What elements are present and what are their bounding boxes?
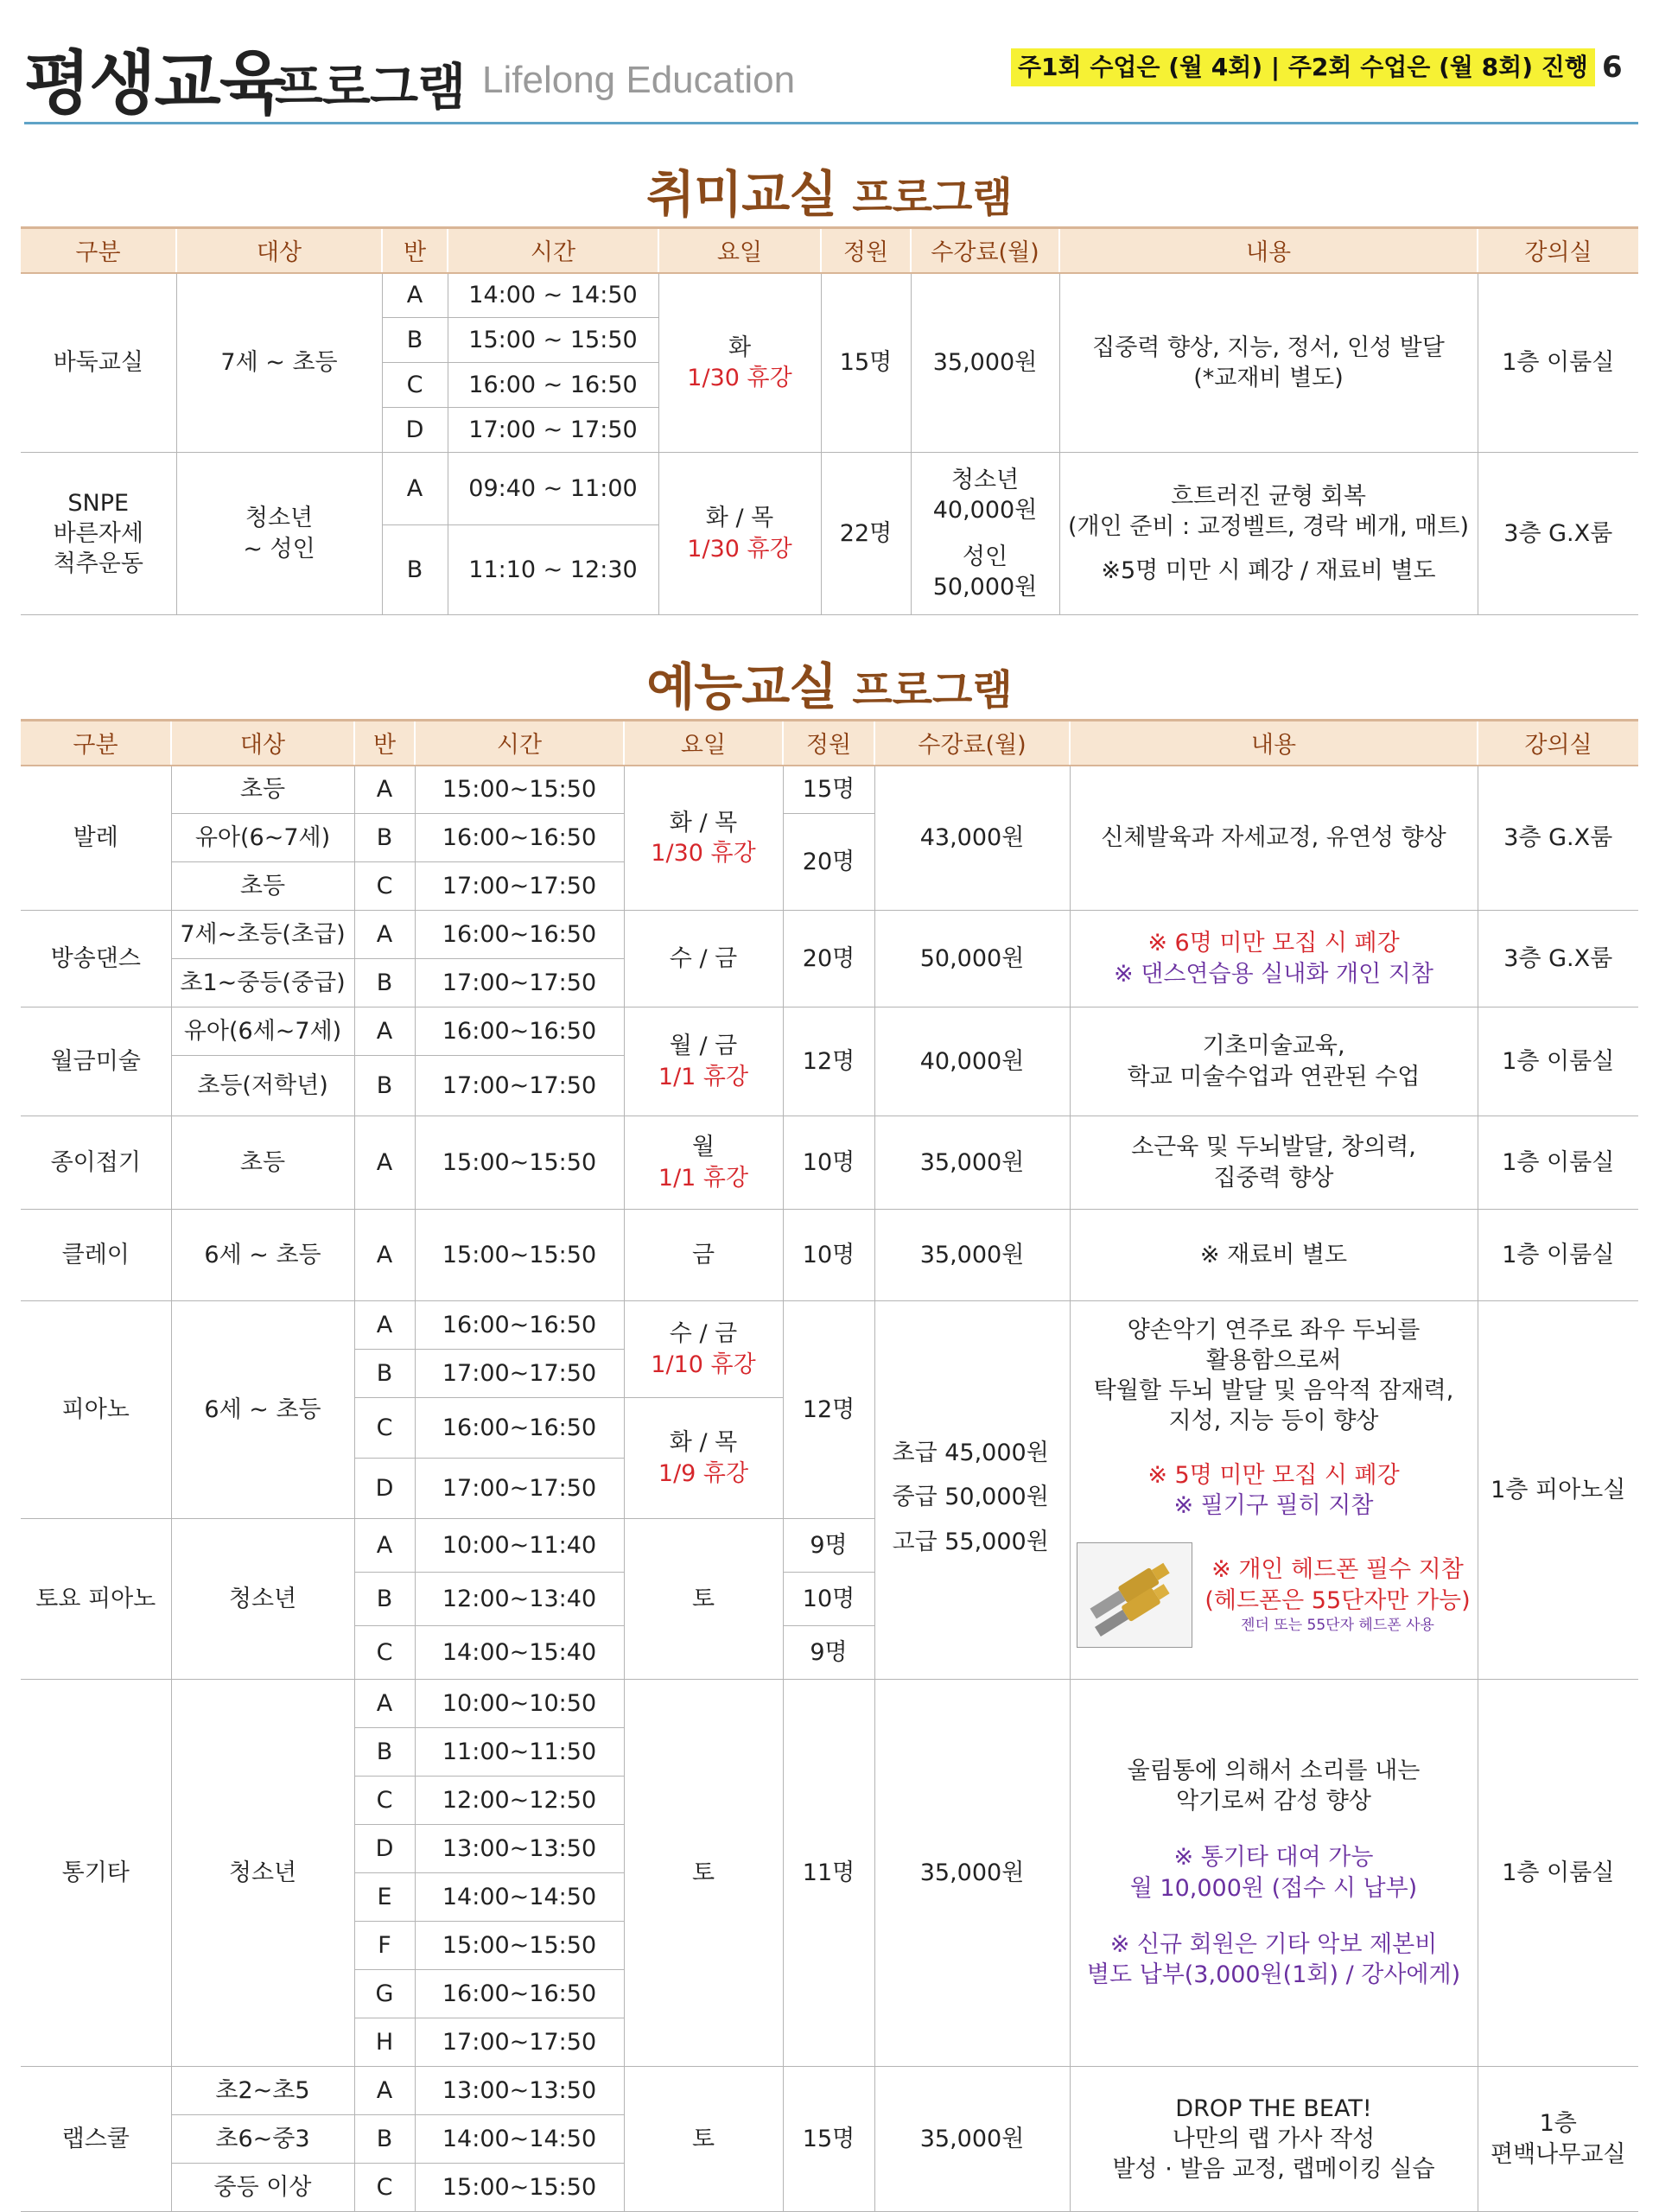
class-time: 11:10 ~ 12:30 — [448, 525, 658, 615]
program-target: 청소년 — [171, 1519, 354, 1680]
program-target: 6세 ~ 초등 — [171, 1301, 354, 1519]
class-time: 11:00~11:50 — [415, 1728, 624, 1777]
header-target: 대상 — [171, 721, 354, 766]
program-target: 7세 ~ 초등 — [176, 273, 382, 453]
class-time: 17:00~17:50 — [415, 1350, 624, 1398]
fee-beginner: 초급 45,000원 — [892, 1440, 1049, 1466]
program-fee: 40,000원 — [874, 1007, 1070, 1116]
program-fee: 청소년 40,000원 성인 50,000원 — [911, 453, 1059, 615]
program-content: 울림통에 의해서 소리를 내는 악기로써 감성 향상 ※ 통기타 대여 가능 월 10,000원 (접수 시 납부) ※ 신규 회원은 기타 악보 제본비 별도 납부(3,000원(1회) / 강사에게) — [1070, 1680, 1478, 2067]
program-name: 토요 피아노 — [21, 1519, 171, 1680]
program-day: 월 / 금 1/1 휴강 — [624, 1007, 783, 1116]
class-code: B — [354, 1728, 415, 1777]
program-name: 바둑교실 — [21, 273, 176, 453]
class-time: 17:00 ~ 17:50 — [448, 408, 658, 453]
class-code: D — [382, 408, 448, 453]
program-fee: 35,000원 — [874, 1210, 1070, 1301]
program-name: 발레 — [21, 766, 171, 911]
program-capacity: 12명 — [783, 1007, 874, 1116]
class-code: B — [354, 814, 415, 862]
class-code: G — [354, 1970, 415, 2018]
program-day: 월 1/1 휴강 — [624, 1116, 783, 1210]
header-fee: 수강료(월) — [874, 721, 1070, 766]
class-code: F — [354, 1922, 415, 1970]
class-code: C — [382, 363, 448, 408]
arts-section-title: 예능교실 프로그램 — [646, 658, 1013, 716]
program-name: 클레이 — [21, 1210, 171, 1301]
holiday-note: 1/1 휴강 — [658, 1063, 749, 1090]
program-fee: 35,000원 — [874, 1680, 1070, 2067]
class-capacity: 15명 — [783, 766, 874, 814]
class-code: B — [354, 1056, 415, 1116]
class-capacity: 9명 — [783, 1519, 874, 1573]
header-target: 대상 — [176, 228, 382, 273]
header-category: 구분 — [21, 721, 171, 766]
class-code: B — [354, 1350, 415, 1398]
class-target: 7세~초등(초급) — [171, 911, 354, 959]
table-row — [21, 911, 1638, 959]
program-name: 방송댄스 — [21, 911, 171, 1007]
class-code: B — [354, 1573, 415, 1626]
class-target: 초1~중등(중급) — [171, 959, 354, 1007]
class-time: 15:00 ~ 15:50 — [448, 318, 658, 363]
program-day: 토 — [624, 1519, 783, 1680]
program-content: DROP THE BEAT! 나만의 랩 가사 작성 발성 · 발음 교정, 랩메이킹 실습 — [1070, 2067, 1478, 2212]
program-name: 통기타 — [21, 1680, 171, 2067]
class-target: 6세 ~ 초등 — [171, 1210, 354, 1301]
header-time: 시간 — [415, 721, 624, 766]
class-time: 16:00~16:50 — [415, 1398, 624, 1459]
header-category: 구분 — [21, 228, 176, 273]
program-room: 1층 이룸실 — [1478, 1007, 1638, 1116]
program-capacity: 12명 — [783, 1301, 874, 1519]
class-time: 15:00~15:50 — [415, 766, 624, 814]
class-target: 초6~중3 — [171, 2115, 354, 2164]
header-content: 내용 — [1070, 721, 1478, 766]
class-time: 12:00~12:50 — [415, 1777, 624, 1825]
class-time: 16:00~16:50 — [415, 1301, 624, 1350]
program-fee: 35,000원 — [911, 273, 1059, 453]
schedule-note: 주1회 수업은 (월 4회) | 주2회 수업은 (월 8회) 진행 — [1011, 48, 1595, 86]
header-day: 요일 — [624, 721, 783, 766]
table-row — [21, 1301, 1638, 1350]
program-room: 3층 G.X룸 — [1478, 453, 1638, 615]
class-code: C — [354, 1626, 415, 1680]
table-row — [21, 273, 1638, 318]
program-fee — [874, 1301, 1070, 1680]
hobby-header-row — [21, 228, 1638, 273]
program-capacity: 10명 — [783, 1210, 874, 1301]
table-row — [21, 2067, 1638, 2115]
class-target: 유아(6세~7세) — [171, 1007, 354, 1056]
header-fee: 수강료(월) — [911, 228, 1059, 273]
class-time: 16:00~16:50 — [415, 1007, 624, 1056]
program-day: 화 / 목 1/30 휴강 — [624, 766, 783, 911]
program-content: ※ 6명 미만 모집 시 폐강 ※ 댄스연습용 실내화 개인 지참 — [1070, 911, 1478, 1007]
program-content: 소근육 및 두뇌발달, 창의력, 집중력 향상 — [1070, 1116, 1478, 1210]
program-fee: 50,000원 — [874, 911, 1070, 1007]
table-row — [21, 1210, 1638, 1301]
holiday-note: 1/30 휴강 — [687, 364, 792, 391]
program-day: 수 / 금 1/10 휴강 — [624, 1301, 783, 1398]
class-code: A — [354, 911, 415, 959]
class-code: A — [354, 1519, 415, 1573]
class-time: 10:00~10:50 — [415, 1680, 624, 1728]
arts-header-row — [21, 721, 1638, 766]
page-header — [24, 22, 1638, 124]
class-time: 15:00~15:50 — [415, 2164, 624, 2212]
class-time: 17:00~17:50 — [415, 959, 624, 1007]
class-time: 13:00~13:50 — [415, 2067, 624, 2115]
class-code: A — [382, 453, 448, 525]
class-time: 14:00~14:50 — [415, 1873, 624, 1922]
class-code: C — [354, 2164, 415, 2212]
program-room: 1층 편백나무교실 — [1478, 2067, 1638, 2212]
class-time: 10:00~11:40 — [415, 1519, 624, 1573]
program-day: 화 / 목 1/30 휴강 — [658, 453, 821, 615]
class-code: D — [354, 1825, 415, 1873]
class-time: 14:00~15:40 — [415, 1626, 624, 1680]
arts-table — [21, 719, 1638, 2212]
hobby-table — [21, 226, 1638, 615]
program-capacity: 11명 — [783, 1680, 874, 2067]
class-target: 중등 이상 — [171, 2164, 354, 2212]
program-content: ※ 재료비 별도 — [1070, 1210, 1478, 1301]
class-time: 15:00~15:50 — [415, 1922, 624, 1970]
class-time: 17:00~17:50 — [415, 862, 624, 911]
program-name: 월금미술 — [21, 1007, 171, 1116]
class-capacity: 9명 — [783, 1626, 874, 1680]
class-target: 초등 — [171, 1116, 354, 1210]
header-day: 요일 — [658, 228, 821, 273]
page-title: 평생교육 — [24, 43, 285, 124]
program-fee: 35,000원 — [874, 1116, 1070, 1210]
header-capacity: 정원 — [783, 721, 874, 766]
class-time: 13:00~13:50 — [415, 1825, 624, 1873]
table-row — [21, 1680, 1638, 1728]
program-name: 종이접기 — [21, 1116, 171, 1210]
program-content: 신체발육과 자세교정, 유연성 향상 — [1070, 766, 1478, 911]
program-day: 금 — [624, 1210, 783, 1301]
class-time: 15:00~15:50 — [415, 1116, 624, 1210]
class-time: 12:00~13:40 — [415, 1573, 624, 1626]
program-fee: 35,000원 — [874, 2067, 1070, 2212]
class-code: A — [354, 1116, 415, 1210]
class-time: 15:00~15:50 — [415, 1210, 624, 1301]
table-row — [21, 1116, 1638, 1210]
class-time: 14:00~14:50 — [415, 2115, 624, 2164]
fee-intermediate: 중급 50,000원 — [892, 1484, 1049, 1511]
class-target: 초등(저학년) — [171, 1056, 354, 1116]
table-row — [21, 766, 1638, 814]
program-fee: 43,000원 — [874, 766, 1070, 911]
class-code: B — [382, 525, 448, 615]
program-room: 3층 G.X룸 — [1478, 911, 1638, 1007]
class-code: B — [354, 959, 415, 1007]
program-capacity: 22명 — [821, 453, 911, 615]
program-content: 집중력 향상, 지능, 정서, 인성 발달 (*교재비 별도) — [1059, 273, 1478, 453]
class-target: 유아(6~7세) — [171, 814, 354, 862]
table-row — [21, 1007, 1638, 1056]
program-room: 1층 이룸실 — [1478, 273, 1638, 453]
class-code: C — [354, 1398, 415, 1459]
program-day: 화 1/30 휴강 — [658, 273, 821, 453]
program-capacity: 20명 — [783, 911, 874, 1007]
headphone-adapter-image — [1077, 1542, 1192, 1648]
class-code: E — [354, 1873, 415, 1922]
program-room: 3층 G.X룸 — [1478, 766, 1638, 911]
page-english-title: Lifelong Education — [482, 59, 796, 101]
header-capacity: 정원 — [821, 228, 911, 273]
program-day: 토 — [624, 2067, 783, 2212]
header-time: 시간 — [448, 228, 658, 273]
header-class: 반 — [382, 228, 448, 273]
class-time: 17:00~17:50 — [415, 2018, 624, 2067]
class-time: 16:00 ~ 16:50 — [448, 363, 658, 408]
class-code: B — [382, 318, 448, 363]
program-content: 흐트러진 균형 회복 (개인 준비 : 교정벨트, 경락 베개, 매트) ※5명 미만 시 폐강 / 재료비 별도 — [1059, 453, 1478, 615]
program-content: 양손악기 연주로 좌우 두뇌를 활용함으로써 탁월할 두뇌 발달 및 음악적 잠재력, 지성, 지능 등이 향상 ※ 5명 미만 모집 시 폐강 ※ 필기구 필히 지참 ※ 개인 헤드폰 필수 지참 (헤드폰은 55단자만 가능) 젠더 또는 55단자 헤드폰 사용 — [1070, 1301, 1478, 1680]
class-time: 17:00~17:50 — [415, 1459, 624, 1519]
program-target: 청소년 ~ 성인 — [176, 453, 382, 615]
fee-advanced: 고급 55,000원 — [892, 1528, 1049, 1555]
holiday-note: 1/30 휴강 — [687, 535, 792, 563]
header-room: 강의실 — [1478, 228, 1638, 273]
class-code: C — [354, 1777, 415, 1825]
class-code: D — [354, 1459, 415, 1519]
class-target: 초등 — [171, 766, 354, 814]
holiday-note: 1/1 휴강 — [658, 1164, 749, 1192]
class-code: A — [354, 2067, 415, 2115]
class-time: 14:00 ~ 14:50 — [448, 273, 658, 318]
holiday-note: 1/10 휴강 — [651, 1351, 756, 1378]
class-time: 09:40 ~ 11:00 — [448, 453, 658, 525]
program-day: 토 — [624, 1680, 783, 2067]
program-target: 청소년 — [171, 1680, 354, 2067]
program-day: 수 / 금 — [624, 911, 783, 1007]
program-room: 1층 이룸실 — [1478, 1116, 1638, 1210]
class-code: A — [354, 1680, 415, 1728]
class-target: 초등 — [171, 862, 354, 911]
class-capacity: 10명 — [783, 1573, 874, 1626]
program-capacity: 15명 — [821, 273, 911, 453]
class-code: A — [354, 1301, 415, 1350]
program-day: 화 / 목 1/9 휴강 — [624, 1398, 783, 1519]
program-name: 피아노 — [21, 1301, 171, 1519]
program-capacity: 10명 — [783, 1116, 874, 1210]
program-room: 1층 피아노실 — [1478, 1301, 1638, 1680]
class-code: A — [354, 1007, 415, 1056]
class-code: C — [354, 862, 415, 911]
class-code: A — [354, 766, 415, 814]
class-time: 16:00~16:50 — [415, 814, 624, 862]
program-name: 랩스쿨 — [21, 2067, 171, 2212]
page-subtitle: 프로그램 — [275, 58, 466, 117]
program-name: SNPE 바른자세 척추운동 — [21, 453, 176, 615]
class-code: H — [354, 2018, 415, 2067]
program-content: 기초미술교육, 학교 미술수업과 연관된 수업 — [1070, 1007, 1478, 1116]
program-capacity: 15명 — [783, 2067, 874, 2212]
header-room: 강의실 — [1478, 721, 1638, 766]
class-time: 17:00~17:50 — [415, 1056, 624, 1116]
class-target: 초2~초5 — [171, 2067, 354, 2115]
header-class: 반 — [354, 721, 415, 766]
table-row — [21, 453, 1638, 525]
class-code: A — [354, 1210, 415, 1301]
holiday-note: 1/9 휴강 — [658, 1459, 749, 1487]
program-room: 1층 이룸실 — [1478, 1680, 1638, 2067]
class-time: 16:00~16:50 — [415, 1970, 624, 2018]
program-room: 1층 이룸실 — [1478, 1210, 1638, 1301]
class-time: 16:00~16:50 — [415, 911, 624, 959]
hobby-section-title: 취미교실 프로그램 — [646, 165, 1013, 224]
class-capacity: 20명 — [783, 814, 874, 911]
class-code: B — [354, 2115, 415, 2164]
page-number: 6 — [1602, 50, 1623, 85]
holiday-note: 1/30 휴강 — [651, 839, 756, 867]
header-content: 내용 — [1059, 228, 1478, 273]
class-code: A — [382, 273, 448, 318]
